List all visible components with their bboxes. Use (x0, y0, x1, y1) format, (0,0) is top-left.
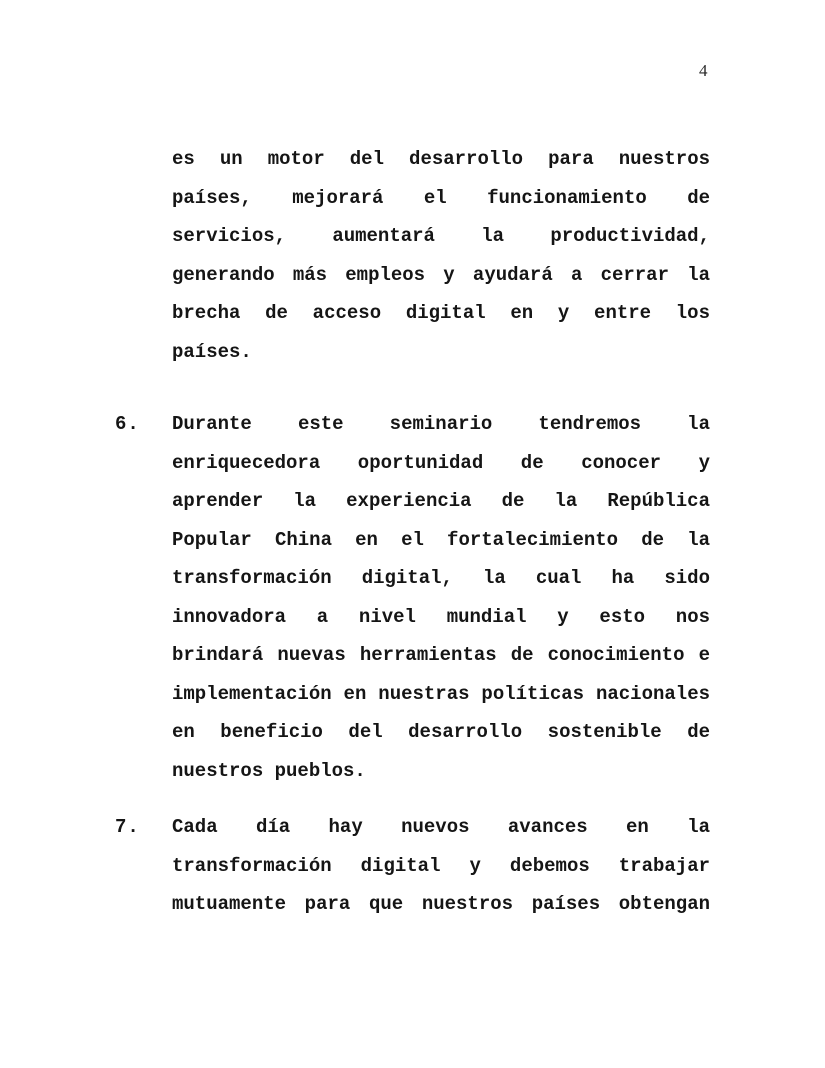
text-line: en beneficio del desarrollo sostenible de (172, 721, 710, 743)
text-line: servicios, aumentará la productividad, (172, 225, 710, 247)
text-line: Durante este seminario tendremos la (172, 413, 710, 435)
text-line: mutuamente para que nuestros países obtengan (172, 893, 710, 915)
text-line: aprender la experiencia de la República (172, 490, 710, 512)
text-line: enriquecedora oportunidad de conocer y (172, 451, 710, 474)
paragraph (115, 405, 710, 790)
paragraph-number: 7. (115, 816, 140, 838)
paragraph-number: 6. (115, 413, 140, 435)
text-line: generando más empleos y ayudará a cerrar la (172, 263, 710, 286)
text-line: es un motor del desarrollo para nuestros (172, 148, 710, 170)
text-line: implementación en nuestras políticas nacionales (172, 682, 710, 705)
text-line: países, mejorará el funcionamiento de (172, 186, 710, 209)
document-body (115, 140, 710, 924)
text-line: brecha de acceso digital en y entre los (172, 302, 710, 324)
text-line: nuestros pueblos. (172, 759, 366, 782)
text-line: transformación digital, la cual ha sido (172, 567, 710, 589)
text-line: Popular China en el fortalecimiento de la (172, 528, 710, 551)
paragraph (115, 808, 710, 924)
text-line: países. (172, 340, 252, 363)
paragraph (115, 140, 710, 371)
page-number: 4 (699, 61, 708, 80)
text-line: brindará nuevas herramientas de conocimiento e (172, 644, 710, 666)
text-line: innovadora a nivel mundial y esto nos (172, 605, 710, 628)
text-line: transformación digital y debemos trabajar (172, 854, 710, 877)
text-line: Cada día hay nuevos avances en la (172, 816, 710, 838)
